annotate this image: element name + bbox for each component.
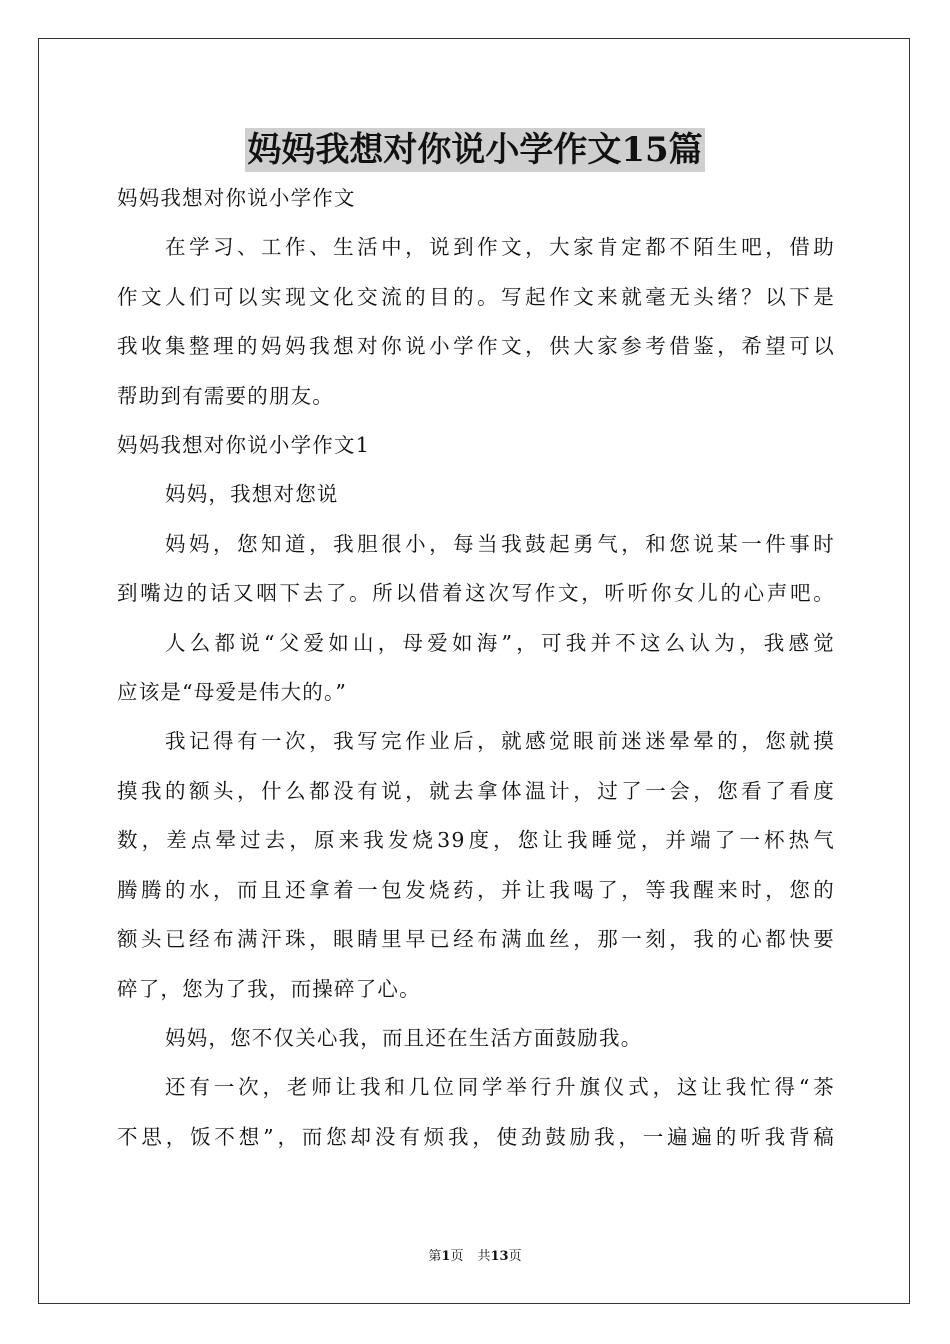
paragraph-line: 腾腾的水，而且还拿着一包发烧药，并让我喝了，等我醒来时，您的 bbox=[117, 877, 835, 902]
paragraph-line: 摸我的额头，什么都没有说，就去拿体温计，过了一会，您看了看度 bbox=[117, 778, 835, 803]
total-prefix: 共 bbox=[477, 1249, 491, 1264]
paragraph-line: 碎了，您为了我，而操碎了心。 bbox=[117, 976, 421, 1001]
paragraph-line: 帮助到有需要的朋友。 bbox=[117, 383, 334, 408]
paragraph-line: 额头已经布满汗珠，眼睛里早已经布满血丝，那一刻，我的心都快要 bbox=[117, 927, 835, 952]
essay-heading: 妈妈我想对你说小学作文 bbox=[117, 186, 356, 210]
paragraph-line: 不思，饭不想”，而您却没有烦我，使劲鼓励我，一遍遍的听我背稿 bbox=[117, 1124, 835, 1149]
paragraph-line: 还有一次，老师让我和几位同学举行升旗仪式，这让我忙得“茶 bbox=[165, 1075, 835, 1100]
paragraph-line: 人么都说“父爱如山，母爱如海”，可我并不这么认为，我感觉 bbox=[165, 630, 835, 655]
paragraph-line: 妈妈，您知道，我胆很小，每当我鼓起勇气，和您说某一件事时 bbox=[165, 531, 835, 556]
paragraph-line: 到嘴边的话又咽下去了。所以借着这次写作文，听听你女儿的心声吧。 bbox=[117, 581, 835, 606]
paragraph-line: 妈妈，我想对您说 bbox=[165, 482, 339, 507]
title-block bbox=[0, 128, 950, 172]
paragraph-line: 妈妈，您不仅关心我，而且还在生活方面鼓励我。 bbox=[165, 1025, 643, 1050]
page-footer bbox=[0, 1248, 950, 1266]
document-body bbox=[117, 174, 835, 1162]
paragraph-line: 我记得有一次，我写完作业后，就感觉眼前迷迷晕晕的，您就摸 bbox=[165, 729, 835, 754]
essay-subheading: 妈妈我想对你说小学作文1 bbox=[117, 433, 370, 458]
paragraph-line: 作文人们可以实现文化交流的目的。写起作文来就毫无头绪？以下是 bbox=[117, 284, 835, 309]
total-suffix: 页 bbox=[508, 1249, 522, 1264]
paragraph-line: 数，差点晕过去，原来我发烧39度，您让我睡觉，并端了一杯热气 bbox=[117, 828, 835, 853]
paragraph-line: 应该是“母爱是伟大的。” bbox=[117, 680, 348, 705]
paragraph-line: 在学习、工作、生活中，说到作文，大家肯定都不陌生吧，借助 bbox=[165, 235, 835, 260]
total-pages: 13 bbox=[490, 1249, 509, 1264]
page-suffix: 页 bbox=[450, 1249, 464, 1264]
page-number: 1 bbox=[441, 1249, 451, 1264]
document-title: 妈妈我想对你说小学作文15篇 bbox=[247, 130, 703, 170]
page-prefix: 第 bbox=[428, 1249, 442, 1264]
paragraph-line: 我收集整理的妈妈我想对你说小学作文，供大家参考借鉴，希望可以 bbox=[117, 334, 835, 359]
